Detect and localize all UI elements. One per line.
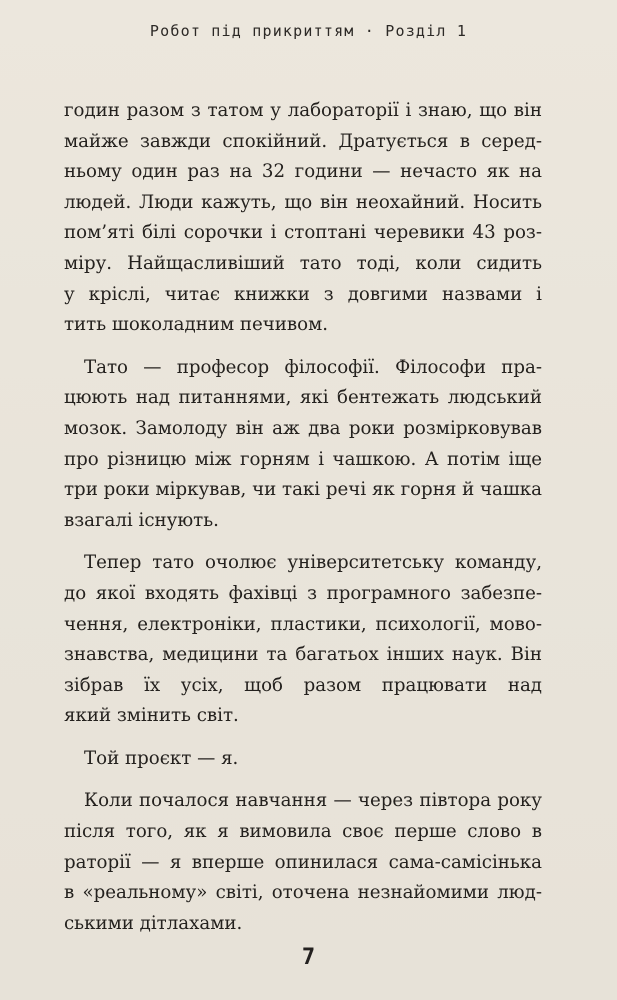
text-line: до якої входять фахівці з програмного забезпе- (64, 582, 542, 604)
text-line: тить шоколадним печивом. (64, 314, 329, 336)
text-line: зібрав їх усіх, щоб разом працювати над (64, 674, 542, 696)
text-line: в «реальному» світі, оточена незнайомими люд- (64, 882, 542, 904)
body-text (64, 96, 542, 939)
page-number: 7 (301, 945, 316, 970)
text-line: який змінить світ. (64, 705, 239, 727)
paragraph (64, 786, 542, 939)
text-line: ньому один раз на 32 години — нечасто як на (64, 161, 542, 183)
text-line: знавства, медицини та багатьох інших наук. Він (64, 644, 542, 666)
text-line: майже завжди спокійний. Дратується в серед- (64, 130, 542, 152)
text-line: Коли почалося навчання — через півтора року (84, 790, 542, 812)
text-line: ськими дітлахами. (64, 912, 243, 934)
text-line: Тато — професор філософії. Філософи пра- (84, 356, 542, 378)
text-line: людей. Люди кажуть, що він неохайний. Носить (64, 191, 542, 213)
text-line: раторії — я вперше опинилася сама-самісінька (64, 851, 542, 873)
text-line: три роки міркував, чи такі речі як горня й чашка (64, 479, 542, 501)
text-line: про різницю між горням і чашкою. А потім іще (64, 448, 542, 470)
running-head: Робот під прикриттям · Розділ 1 (149, 22, 468, 40)
text-line: чення, електроніки, пластики, психології, мово- (64, 613, 542, 635)
paragraph (64, 96, 542, 341)
text-line: мозок. Замолоду він аж два роки розмірковував (64, 417, 542, 439)
text-line: цюють над питаннями, які бентежать людський (64, 387, 542, 409)
text-line: взагалі існують. (64, 509, 219, 531)
paragraph (64, 744, 542, 775)
paragraph (64, 353, 542, 537)
text-line: у кріслі, читає книжки з довгими назвами і (64, 283, 542, 305)
paragraph (64, 548, 542, 732)
text-line: Тепер тато очолює університетську команду, (84, 552, 542, 574)
text-line: пом’яті білі сорочки і стоптані черевики 43 роз- (64, 222, 542, 244)
text-line: міру. Найщасливіший тато тоді, коли сидить (64, 252, 542, 274)
text-line: годин разом з татом у лабораторії і знаю, що він (64, 100, 542, 121)
text-line: Той проєкт — я. (84, 747, 239, 769)
text-line: після того, як я вимовила своє перше слово в (64, 821, 542, 843)
